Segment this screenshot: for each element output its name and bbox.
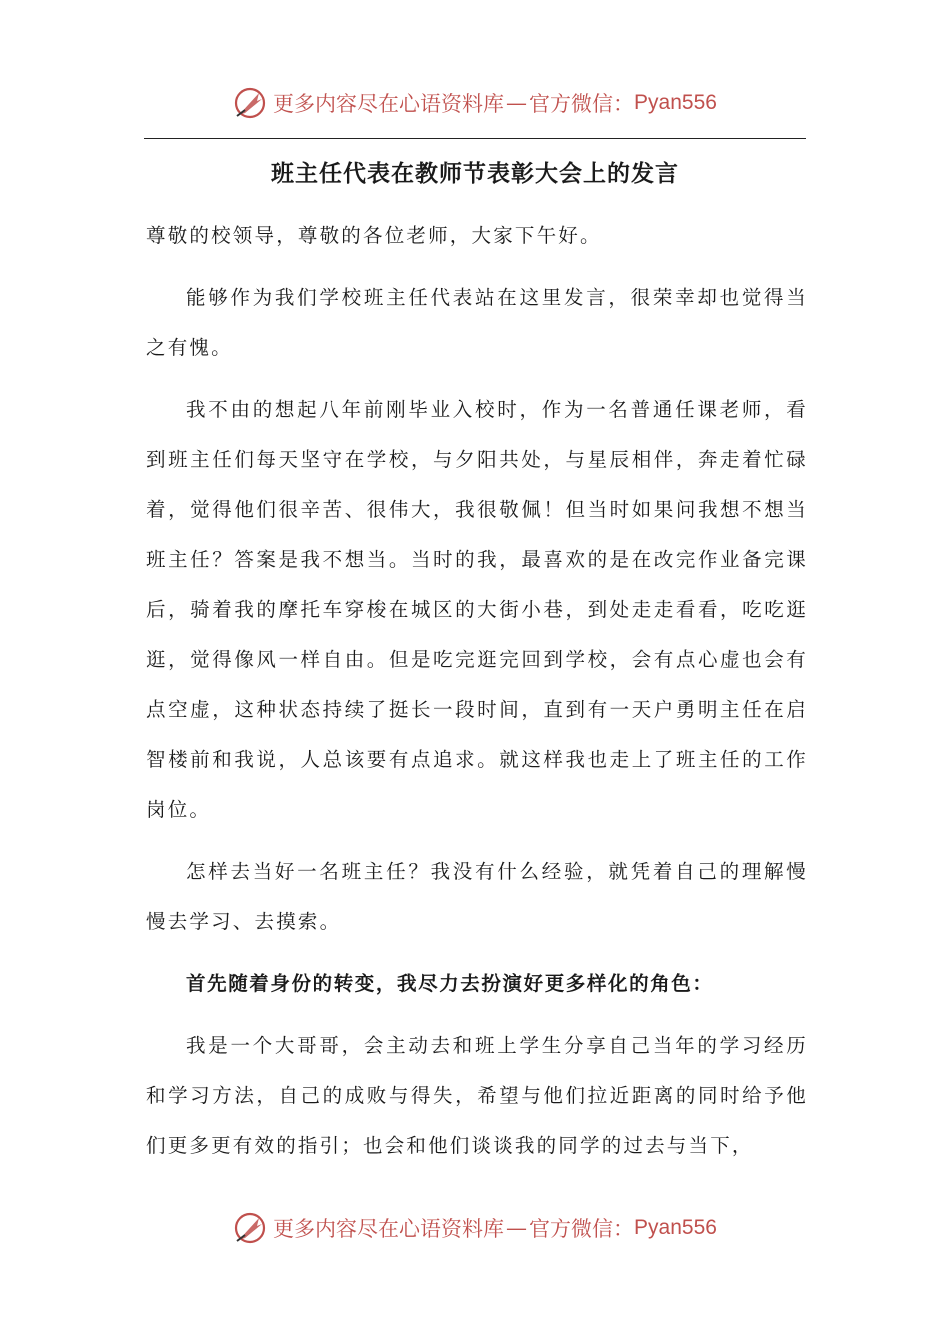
header-watermark [0, 86, 950, 120]
quill-logo-icon [233, 1211, 267, 1245]
quill-logo-icon [233, 86, 267, 120]
footer-wechat-label: 官方微信： [529, 1217, 635, 1241]
paragraph: 我不由的想起八年前刚毕业入校时，作为一名普通任课老师，看到班主任们每天坚守在学校，与夕阳共处，与星辰相伴，奔走着忙碌着，觉得他们很辛苦、很伟大，我很敬佩！但当时如果问我想不想当班主任？答案是我不想当。当时的我，最喜欢的是在改完作业备完课后，骑着我的摩托车穿梭在城区的大街小巷，到处走走看看，吃吃逛逛，觉得像风一样自由。但是吃完逛完回到学校，会有点心虚也会有点空虚，这种状态持续了挺长一段时间，直到有一天户勇明主任在启智楼前和我说，人总该要有点追求。就这样我也走上了班主任的工作岗位。 [146, 398, 808, 821]
paragraph-salutation: 尊敬的校领导，尊敬的各位老师，大家下午好。 [146, 224, 602, 247]
document-title: 班主任代表在教师节表彰大会上的发言 [271, 160, 679, 187]
footer-separator: — [506, 1216, 528, 1240]
footer-watermark [0, 1211, 950, 1245]
header-separator: — [506, 91, 528, 115]
footer-brand-text: 更多内容尽在心语资料库 [273, 1217, 505, 1241]
paragraph: 我是一个大哥哥，会主动去和班上学生分享自己当年的学习经历和学习方法，自己的成败与得失，希望与他们拉近距离的同时给予他们更多更有效的指引；也会和他们谈谈我的同学的过去与当下， [146, 1034, 808, 1157]
section-heading: 首先随着身份的转变，我尽力去扮演好更多样化的角色： [186, 972, 714, 995]
header-wechat-id: Pyan556 [634, 91, 717, 114]
header-wechat-label: 官方微信： [529, 92, 635, 116]
header-divider [144, 138, 806, 139]
header-brand-text: 更多内容尽在心语资料库 [273, 92, 505, 116]
paragraph: 能够作为我们学校班主任代表站在这里发言，很荣幸却也觉得当之有愧。 [146, 286, 808, 359]
paragraph: 怎样去当好一名班主任？我没有什么经验，就凭着自己的理解慢慢去学习、去摸索。 [146, 860, 808, 933]
footer-wechat-id: Pyan556 [634, 1216, 717, 1239]
document-body [146, 211, 808, 1183]
